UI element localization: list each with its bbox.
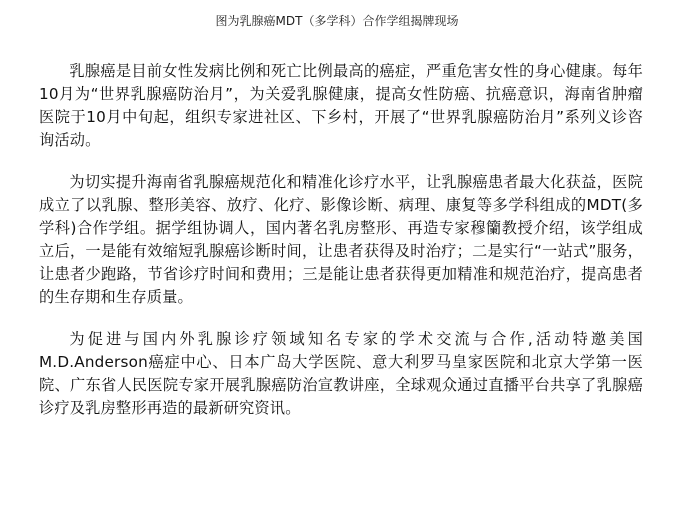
article-paragraph-1: 乳腺癌是目前女性发病比例和死亡比例最高的癌症，严重危害女性的身心健康。每年10月为“世界乳腺癌防治月”，为关爱乳腺健康，提高女性防癌、抗癌意识，海南省肿瘤医院于10月中旬起，组织专家进社区、下乡村，开展了“世界乳腺癌防治月”系列义诊咨询活动。 <box>39 62 643 149</box>
article-paragraph-2: 为切实提升海南省乳腺癌规范化和精准化诊疗水平，让乳腺癌患者最大化获益，医院成立了以乳腺、整形美容、放疗、化疗、影像诊断、病理、康复等多学科组成的MDT(多学科)合作学组。据学组协调人，国内著名乳房整形、再造专家穆籣教授介绍，该学组成立后，一是能有效缩短乳腺癌诊断时间，让患者获得及时治疗；二是实行“一站式”服务，让患者少跑路，节省诊疗时间和费用；三是能让患者获得更加精准和规范治疗，提高患者的生存期和生存质量。 <box>39 173 643 306</box>
article-body <box>39 60 643 439</box>
article-paragraph-3: 为促进与国内外乳腺诊疗领域知名专家的学术交流与合作,活动特邀美国M.D.Anderson癌症中心、日本广岛大学医院、意大利罗马皇家医院和北京大学第一医院、广东省人民医院专家开展乳腺癌防治宣教讲座，全球观众通过直播平台共享了乳腺癌诊疗及乳房整形再造的最新研究资讯。 <box>39 330 643 417</box>
image-caption: 图为乳腺癌MDT（多学科）合作学组揭牌现场 <box>215 14 459 28</box>
